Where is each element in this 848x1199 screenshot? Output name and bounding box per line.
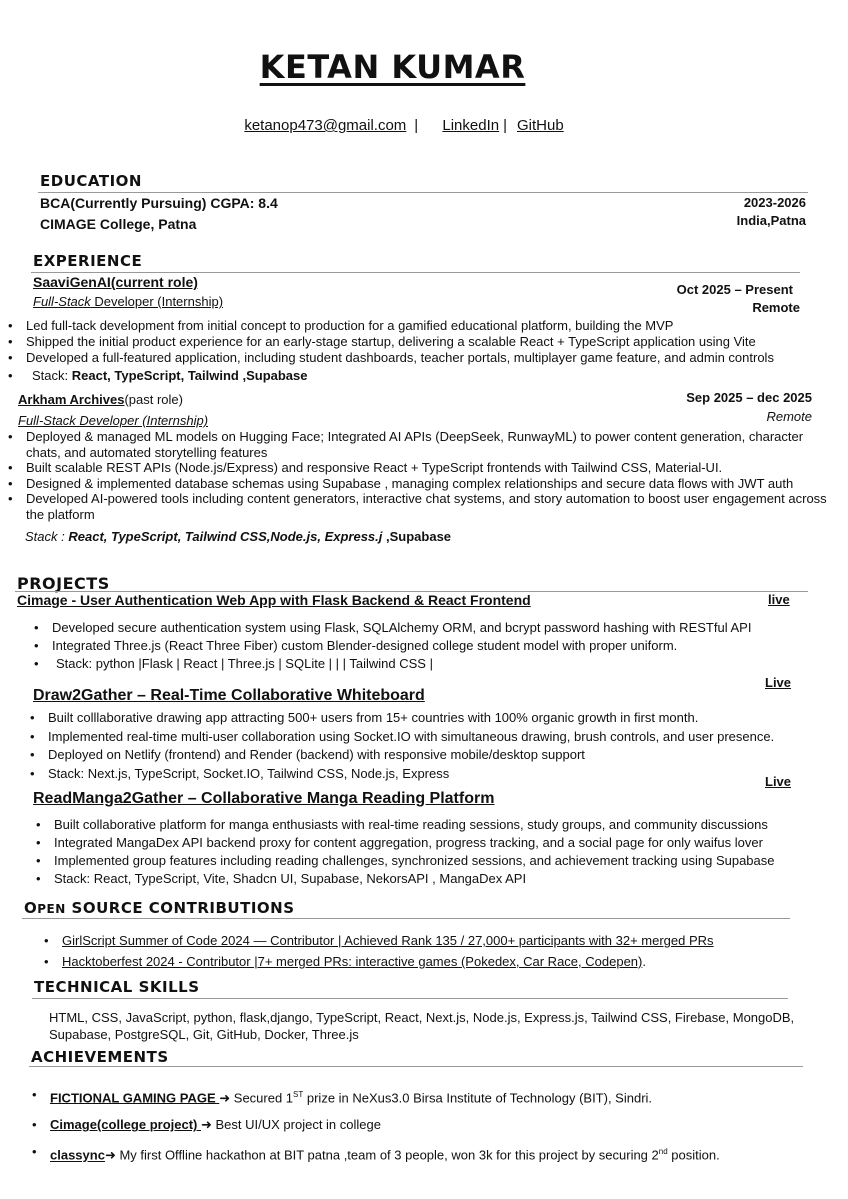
- achievement-label: classync: [50, 1147, 105, 1163]
- open-source-heading: [24, 899, 295, 917]
- heading-smallcaps: PEN: [37, 902, 66, 916]
- job-dates: Oct 2025 – Present: [676, 282, 793, 297]
- resume-name: KETAN KUMAR: [259, 48, 526, 86]
- project-title: ReadManga2Gather – Collaborative Manga Reading Platform: [33, 790, 495, 807]
- job-bullets: [6, 318, 836, 384]
- list-item: • Stack: Next.js, TypeScript, Socket.IO, Tailwind CSS, Node.js, Express: [28, 765, 838, 784]
- skills-text: HTML, CSS, JavaScript, python, flask,django, TypeScript, React, Next.js, Node.js, Express.js, Tailwind CSS, Firebase, MongoDB, Supabase, PostgreSQL, Git, GitHub, Docker, Three.js: [49, 1010, 795, 1042]
- achievements-heading: ACHIEVEMENTS: [31, 1048, 169, 1066]
- job-role: [33, 294, 223, 309]
- section-divider: [31, 272, 800, 273]
- job-company: SaaviGenAI(current role): [33, 274, 198, 290]
- job-role-rest: Developer (Internship): [90, 294, 224, 309]
- project-bullets: [28, 709, 838, 783]
- job-role: Full-Stack Developer (Internship): [18, 413, 209, 428]
- arrow-icon: ➜: [104, 1147, 116, 1163]
- list-item: • Built collaborative platform for manga enthusiasts with real-time reading sessions, study groups, and community discussions: [34, 816, 834, 834]
- list-item: • Shipped the initial product experience for an early-stage startup, delivering a scalable React + TypeScript application using Vite: [6, 334, 836, 350]
- list-item: • Deployed on Netlify (frontend) and Render (backend) with responsive mobile/desktop support: [28, 746, 838, 765]
- achievement-text: My first Offline hackathon at BIT patna ,team of 3 people, won 3k for this project by securing 2: [115, 1147, 659, 1163]
- project-live-link[interactable]: Live: [765, 774, 792, 789]
- list-item: • Led full-tack development from initial concept to production for a gamified educational platform, building the MVP: [6, 318, 836, 334]
- job-company-line: [18, 392, 183, 407]
- contact-separator: |: [414, 117, 419, 134]
- education-years: 2023-2026: [743, 195, 806, 210]
- email-link[interactable]: ketanop473@gmail.com: [244, 117, 407, 134]
- education-college: CIMAGE College, Patna: [40, 216, 197, 232]
- list-item: • Integrated MangaDex API backend proxy for content aggregation, progress tracking, and a social page for only waifus lover: [34, 834, 834, 852]
- section-divider: [29, 1066, 803, 1067]
- job-bullets: [6, 429, 836, 522]
- skills-heading: TECHNICAL SKILLS: [34, 978, 200, 996]
- job-stack: [6, 368, 836, 384]
- list-item: • Developed AI-powered tools including content generators, interactive chat systems, and story automation to boost user engagement across the platform: [6, 491, 836, 522]
- project-title: Draw2Gather – Real-Time Collaborative Whiteboard: [33, 687, 425, 704]
- project-live-link[interactable]: Live: [765, 675, 792, 690]
- list-item: • Developed secure authentication system using Flask, SQLAlchemy ORM, and bcrypt password hashing with RESTful API: [32, 619, 832, 637]
- stack-value-italic: React, TypeScript, Tailwind CSS,Node.js, Express.j: [68, 529, 383, 544]
- achievement-text-end: prize in NeXus3.0 Birsa Institute of Technology (BIT), Sindri.: [303, 1090, 653, 1106]
- job-stack: [25, 529, 451, 544]
- achievement-label: FICTIONAL GAMING PAGE: [50, 1090, 220, 1106]
- job-location: Remote: [766, 409, 812, 424]
- education-degree: BCA(Currently Pursuing) CGPA: 8.4: [40, 195, 278, 211]
- list-item: [42, 951, 832, 972]
- job-company: Arkham Archives: [18, 392, 125, 407]
- achievement-text: Best UI/UX project in college: [211, 1117, 381, 1133]
- superscript: nd: [658, 1147, 668, 1157]
- job-dates: Sep 2025 – dec 2025: [686, 390, 812, 405]
- list-item: • Stack: React, TypeScript, Vite, Shadcn UI, Supabase, NekorsAPI , MangaDex API: [34, 870, 834, 888]
- achievement-label: Cimage(college project): [50, 1117, 201, 1133]
- job-location: Remote: [752, 300, 800, 315]
- github-link[interactable]: GitHub: [517, 117, 564, 134]
- list-item: [30, 1138, 830, 1168]
- list-item: [30, 1111, 830, 1138]
- stack-label: Stack :: [25, 529, 69, 544]
- list-item: • Implemented real-time multi-user collaboration using Socket.IO with simultaneous drawing, brush controls, and user presence.: [28, 728, 838, 747]
- list-item: [30, 1081, 830, 1111]
- list-item: • Built colllaborative drawing app attracting 500+ users from 15+ countries with 100% organic growth in first month.: [28, 709, 838, 728]
- list-item: • Built scalable REST APIs (Node.js/Express) and responsive React + TypeScript frontends with Tailwind CSS, Material-UI.: [6, 460, 836, 476]
- stack-value-rest: ,Supabase: [382, 529, 452, 544]
- contribution-link[interactable]: GirlScript Summer of Code 2024 — Contributor | Achieved Rank 135 / 27,000+ participants with 32+ merged PRs: [62, 933, 714, 948]
- contact-line: [0, 117, 808, 134]
- project-bullets: [32, 619, 832, 673]
- projects-heading: PROJECTS: [17, 574, 110, 593]
- open-source-list: [42, 930, 832, 972]
- superscript: ST: [293, 1090, 304, 1099]
- list-item: • Implemented group features including reading challenges, synchronized sessions, and achievement tracking using Supabase: [34, 852, 834, 870]
- project-title: Cimage - User Authentication Web App with Flask Backend & React Frontend: [17, 592, 531, 608]
- achievements-list: [30, 1081, 830, 1169]
- project-live-link[interactable]: live: [768, 592, 790, 607]
- list-item: • Stack: python |Flask | React | Three.js | SQLite | | | Tailwind CSS |: [32, 655, 832, 673]
- section-divider: [32, 998, 788, 999]
- job-company-note: (past role): [124, 392, 183, 407]
- achievement-text-end: position.: [667, 1147, 720, 1163]
- stack-label: Stack:: [32, 368, 72, 383]
- arrow-icon: ➜: [219, 1090, 231, 1106]
- list-item: • Designed & implemented database schemas using Supabase , managing complex relationships and secure data flows with JWT auth: [6, 476, 836, 492]
- job-role-italic: Full-Stack: [33, 294, 91, 309]
- section-divider: [22, 918, 790, 919]
- stack-value: React, TypeScript, Tailwind ,Supabase: [71, 368, 308, 383]
- arrow-icon: ➜: [200, 1117, 212, 1133]
- contribution-link[interactable]: Hacktoberfest 2024 - Contributor |7+ merged PRs: interactive games (Pokedex, Car Race, Codepen): [62, 954, 643, 969]
- project-bullets: [34, 816, 834, 888]
- list-item: • Developed a full-featured application, including student dashboards, teacher portals, multiplayer game feature, and admin controls: [6, 350, 836, 366]
- education-heading: EDUCATION: [40, 172, 142, 190]
- heading-initial: O: [24, 899, 38, 917]
- list-item: • Deployed & managed ML models on Hugging Face; Integrated AI APIs (DeepSeek, RunwayML) to power content generation, character chats, and automated storytelling features: [6, 429, 836, 460]
- linkedin-link[interactable]: LinkedIn: [442, 117, 500, 134]
- education-location: India,Patna: [736, 213, 806, 228]
- section-divider: [38, 192, 808, 193]
- heading-rest: SOURCE CONTRIBUTIONS: [65, 899, 295, 917]
- trailing-dot: .: [642, 954, 646, 969]
- experience-heading: EXPERIENCE: [33, 252, 143, 270]
- achievement-text: Secured 1: [230, 1090, 294, 1106]
- list-item: • Integrated Three.js (React Three Fiber) custom Blender-designed college student model with proper uniform.: [32, 637, 832, 655]
- contact-separator: |: [503, 117, 507, 134]
- list-item: [42, 930, 832, 951]
